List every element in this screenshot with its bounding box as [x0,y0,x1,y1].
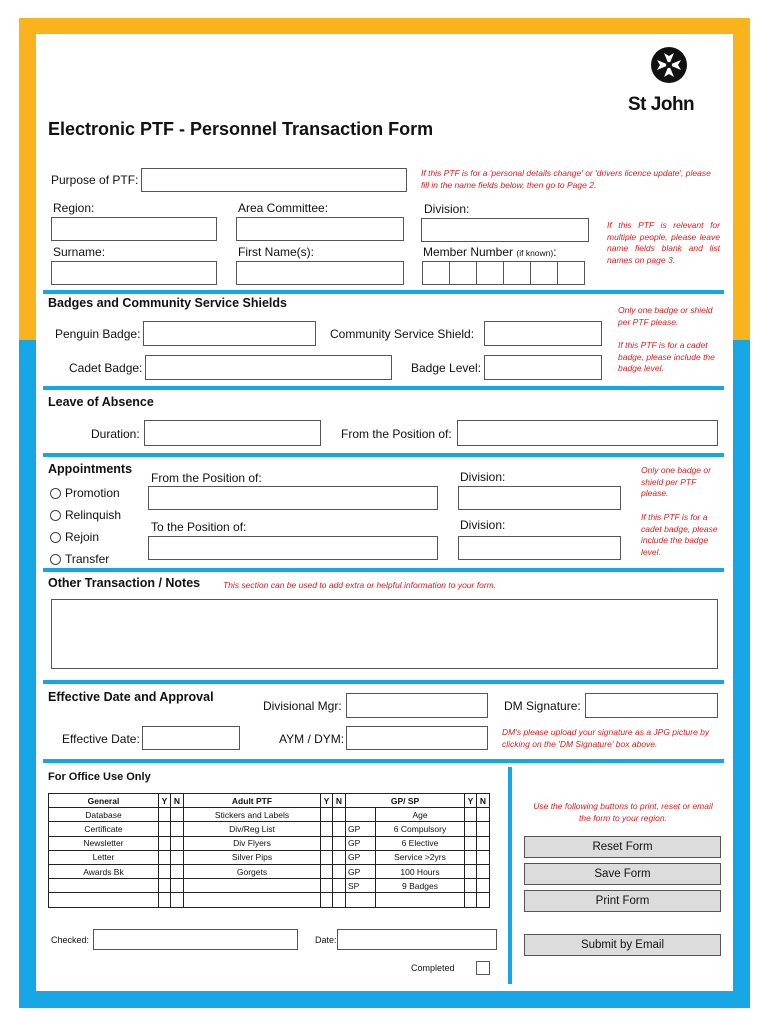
option-promotion[interactable] [50,486,120,500]
other-heading: Other Transaction / Notes [48,576,201,590]
check-y-cell[interactable] [465,850,477,864]
check-n-cell[interactable] [171,879,184,893]
option-label: Promotion [65,486,120,500]
check-y-cell[interactable] [465,822,477,836]
checked-label: Checked: [51,935,90,945]
area-committee-label: Area Committee: [238,201,329,215]
gp-item: Service >2yrs [376,850,465,864]
check-n-cell[interactable] [477,864,490,878]
member-number-digit[interactable] [557,261,585,285]
completed-label: Completed [411,963,455,973]
section-divider [43,568,724,572]
dm-signature-input[interactable] [585,693,718,718]
check-y-cell[interactable] [159,893,171,907]
gp-code: GP [346,822,376,836]
check-n-cell[interactable] [171,808,184,822]
gp-code: GP [346,864,376,878]
first-names-input[interactable] [236,261,404,285]
check-n-cell[interactable] [477,808,490,822]
check-n-cell[interactable] [477,822,490,836]
general-item: Letter [49,850,159,864]
gp-item: 6 Elective [376,836,465,850]
check-y-cell[interactable] [321,850,333,864]
table-row [49,808,490,822]
dm-signature-label: DM Signature: [504,699,581,713]
reset-button[interactable]: Reset Form [524,836,721,858]
adult-item: Silver Pips [184,850,321,864]
appointments-heading: Appointments [48,462,133,476]
check-y-cell[interactable] [465,893,477,907]
notes-textarea[interactable] [51,599,718,669]
member-number-hint: (if known) [516,248,554,258]
member-number-label [423,245,557,259]
leave-heading: Leave of Absence [48,395,154,409]
option-label: Rejoin [65,530,100,544]
purpose-input[interactable] [141,168,407,192]
duration-input[interactable] [144,420,321,446]
general-item: Database [49,808,159,822]
option-transfer[interactable] [50,552,109,566]
member-number-text: Member Number [423,245,514,259]
col-y: Y [321,794,333,808]
check-n-cell[interactable] [477,850,490,864]
checked-input[interactable] [93,929,298,950]
purpose-label: Purpose of PTF: [51,173,139,187]
leave-from-position-input[interactable] [457,420,718,446]
col-adult: Adult PTF [184,794,321,808]
gp-item: Age [376,808,465,822]
badges-note-1: Only one badge or shield per PTF please. [618,305,713,327]
check-y-cell[interactable] [159,808,171,822]
save-button[interactable]: Save Form [524,863,721,885]
check-n-cell[interactable] [171,893,184,907]
adult-item: Div/Reg List [184,822,321,836]
adult-item: Gorgets [184,864,321,878]
check-y-cell[interactable] [159,822,171,836]
member-number-colon: : [553,245,557,259]
actions-instructions: Use the following buttons to print, reset or email the form to your region. [533,801,713,823]
community-shield-input[interactable] [484,321,602,346]
appt-from-position-label: From the Position of: [151,471,262,485]
check-y-cell[interactable] [465,808,477,822]
appt-to-position-label: To the Position of: [151,520,247,534]
radio-button[interactable] [50,488,61,499]
gp-code: SP [346,879,376,893]
table-row [49,822,490,836]
section-divider [43,759,724,763]
member-number-digit[interactable] [449,261,477,285]
community-shield-label: Community Service Shield: [330,327,475,341]
badge-level-label: Badge Level: [411,361,482,375]
appointments-note-1: Only one badge or shield per PTF please. [641,465,711,498]
cadet-badge-input[interactable] [145,355,392,380]
col-gp: GP/ SP [346,794,465,808]
badges-heading: Badges and Community Service Shields [48,296,287,310]
check-y-cell[interactable] [321,879,333,893]
member-number-digit[interactable] [530,261,558,285]
page-title: Electronic PTF - Personnel Transaction Form [48,119,434,139]
col-y: Y [159,794,171,808]
col-general: General [49,794,159,808]
appt-to-position-input[interactable] [148,536,438,560]
check-y-cell[interactable] [465,836,477,850]
option-label: Transfer [65,552,110,566]
check-y-cell[interactable] [465,864,477,878]
region-input[interactable] [51,217,217,241]
badges-note-2: If this PTF is for a cadet badge, please include the badge level. [618,340,715,373]
date-input[interactable] [337,929,497,950]
aym-label: AYM / DYM: [279,732,345,746]
gp-code: GP [346,850,376,864]
check-n-cell[interactable] [333,879,346,893]
check-y-cell[interactable] [321,836,333,850]
section-divider [43,453,724,457]
aym-input[interactable] [346,726,488,750]
check-n-cell[interactable] [171,822,184,836]
adult-item: Stickers and Labels [184,808,321,822]
divisional-mgr-label: Divisional Mgr: [263,699,342,713]
radio-button[interactable] [50,532,61,543]
radio-button[interactable] [50,510,61,521]
table-row [49,879,490,893]
option-relinquish[interactable] [50,508,121,522]
office-heading: For Office Use Only [48,771,151,783]
check-n-cell[interactable] [333,893,346,907]
check-n-cell[interactable] [333,864,346,878]
check-n-cell[interactable] [477,893,490,907]
gp-item: 100 Hours [376,864,465,878]
gp-item [376,893,465,907]
check-y-cell[interactable] [321,808,333,822]
member-number-digit[interactable] [422,261,450,285]
adult-item: Div Flyers [184,836,321,850]
surname-label: Surname: [53,245,106,259]
approval-heading: Effective Date and Approval [48,690,214,704]
divisional-mgr-input[interactable] [346,693,488,718]
col-n: N [477,794,490,808]
check-n-cell[interactable] [171,850,184,864]
gp-code: GP [346,836,376,850]
gp-code [346,808,376,822]
check-n-cell[interactable] [333,836,346,850]
section-divider [43,386,724,390]
check-y-cell[interactable] [465,879,477,893]
office-table [48,793,490,908]
general-item: Certificate [49,822,159,836]
gp-item: 9 Badges [376,879,465,893]
check-n-cell[interactable] [477,879,490,893]
general-item [49,879,159,893]
division-label: Division: [424,202,470,216]
general-item: Awards Bk [49,864,159,878]
signature-note: DM's please upload your signature as a JPG picture by clicking on the 'DM Signature' box above. [502,727,710,749]
penguin-badge-input[interactable] [143,321,316,346]
completed-checkbox[interactable] [476,961,490,975]
area-committee-input[interactable] [236,217,404,241]
check-y-cell[interactable] [321,864,333,878]
adult-item [184,893,321,907]
office-table-header [49,794,490,808]
member-number-digit[interactable] [476,261,504,285]
check-y-cell[interactable] [321,822,333,836]
col-y: Y [465,794,477,808]
appt-from-division-input[interactable] [458,486,621,510]
check-y-cell[interactable] [159,850,171,864]
radio-button[interactable] [50,554,61,565]
other-note: This section can be used to add extra or helpful information to your form. [223,580,497,590]
vertical-divider [508,767,512,984]
check-n-cell[interactable] [333,850,346,864]
surname-input[interactable] [51,261,217,285]
member-number-boxes [422,261,585,285]
appt-from-position-input[interactable] [148,486,438,510]
maltese-cross-icon [651,47,687,83]
appt-from-division-label: Division: [460,470,506,484]
check-n-cell[interactable] [171,836,184,850]
first-names-label: First Name(s): [238,245,314,259]
appt-to-division-input[interactable] [458,536,621,560]
check-y-cell[interactable] [159,864,171,878]
section-divider [43,290,724,294]
adult-item [184,879,321,893]
col-n: N [171,794,184,808]
table-row [49,850,490,864]
st-john-logo [651,47,687,83]
duration-label: Duration: [91,427,140,441]
general-item [49,893,159,907]
check-y-cell[interactable] [321,893,333,907]
general-item: Newsletter [49,836,159,850]
appointments-note-2: If this PTF is for a cadet badge, please include the badge level. [641,512,718,557]
cadet-badge-label: Cadet Badge: [69,361,143,375]
table-row [49,893,490,907]
division-input[interactable] [421,218,589,242]
logo-text: St John [628,94,695,115]
submit-email-button[interactable]: Submit by Email [524,934,721,956]
section-divider [43,680,724,684]
effective-date-input[interactable] [142,726,240,750]
leave-from-position-label: From the Position of: [341,427,452,441]
print-button[interactable]: Print Form [524,890,721,912]
effective-date-label: Effective Date: [62,732,140,746]
check-n-cell[interactable] [477,836,490,850]
member-number-digit[interactable] [503,261,531,285]
check-y-cell[interactable] [159,836,171,850]
badge-level-input[interactable] [484,355,602,380]
option-label: Relinquish [65,508,122,522]
penguin-badge-label: Penguin Badge: [55,327,141,341]
table-row [49,836,490,850]
check-n-cell[interactable] [171,864,184,878]
multiple-people-note: If this PTF is relevant for multiple people, please leave name fields blank and list names on page 3. [607,220,720,265]
check-n-cell[interactable] [333,822,346,836]
check-y-cell[interactable] [159,879,171,893]
check-n-cell[interactable] [333,808,346,822]
gp-code [346,893,376,907]
appt-to-division-label: Division: [460,518,506,532]
purpose-note: If this PTF is for a 'personal details change' or 'drivers licence update', please fill in the name fields below, then go to Page 2. [421,168,711,190]
col-n: N [333,794,346,808]
region-label: Region: [53,201,95,215]
gp-item: 6 Compulsory [376,822,465,836]
table-row [49,864,490,878]
option-rejoin[interactable] [50,530,99,544]
date-label: Date: [315,935,337,945]
